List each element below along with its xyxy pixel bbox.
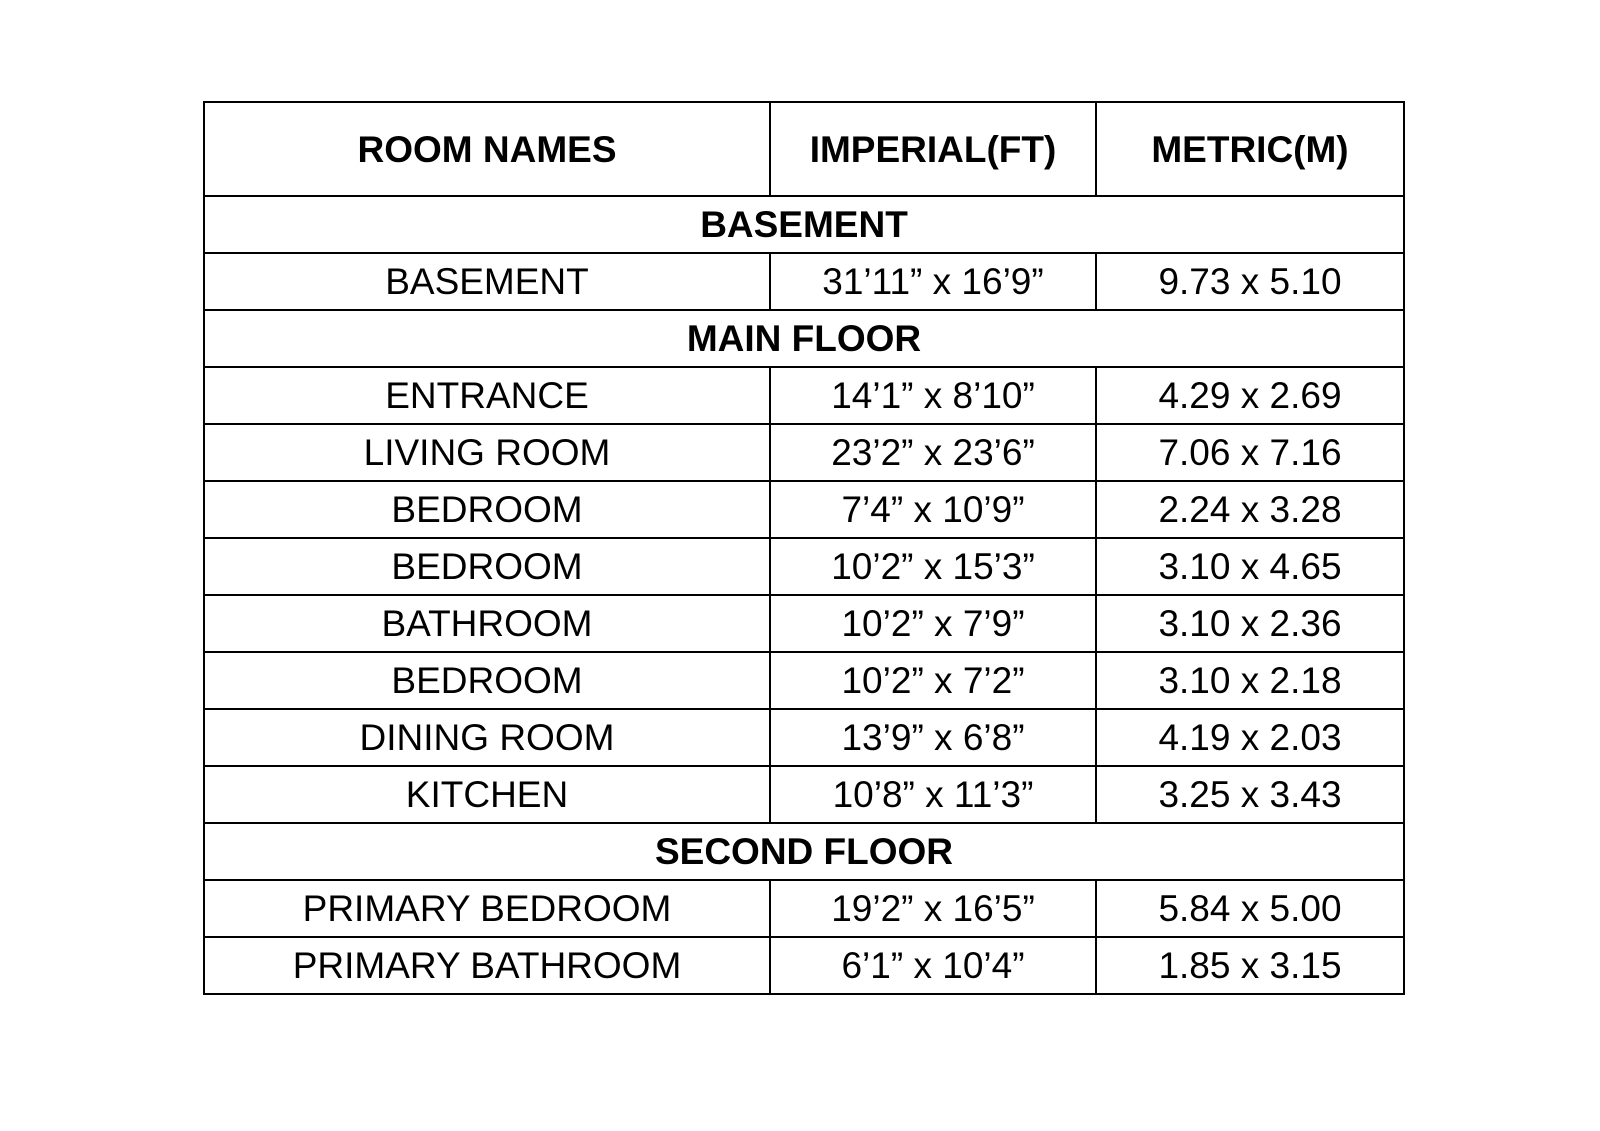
table-row xyxy=(204,367,1404,424)
room-name-cell: LIVING ROOM xyxy=(204,424,770,481)
imperial-cell: 31’11” x 16’9” xyxy=(770,253,1096,310)
column-header-room-names: ROOM NAMES xyxy=(204,102,770,196)
imperial-cell: 10’2” x 15’3” xyxy=(770,538,1096,595)
room-dimensions-table xyxy=(203,101,1405,995)
room-name-cell: ENTRANCE xyxy=(204,367,770,424)
table-row xyxy=(204,538,1404,595)
table-row xyxy=(204,880,1404,937)
room-name-cell: BATHROOM xyxy=(204,595,770,652)
metric-cell: 1.85 x 3.15 xyxy=(1096,937,1404,994)
imperial-cell: 10’2” x 7’2” xyxy=(770,652,1096,709)
imperial-cell: 23’2” x 23’6” xyxy=(770,424,1096,481)
table-row xyxy=(204,709,1404,766)
header-row xyxy=(204,102,1404,196)
section-heading: BASEMENT xyxy=(204,196,1404,253)
metric-cell: 4.29 x 2.69 xyxy=(1096,367,1404,424)
metric-cell: 7.06 x 7.16 xyxy=(1096,424,1404,481)
section-heading: SECOND FLOOR xyxy=(204,823,1404,880)
imperial-cell: 14’1” x 8’10” xyxy=(770,367,1096,424)
section-row xyxy=(204,823,1404,880)
metric-cell: 3.10 x 4.65 xyxy=(1096,538,1404,595)
section-row xyxy=(204,196,1404,253)
imperial-cell: 6’1” x 10’4” xyxy=(770,937,1096,994)
imperial-cell: 19’2” x 16’5” xyxy=(770,880,1096,937)
metric-cell: 3.10 x 2.36 xyxy=(1096,595,1404,652)
section-heading: MAIN FLOOR xyxy=(204,310,1404,367)
room-name-cell: BASEMENT xyxy=(204,253,770,310)
room-name-cell: PRIMARY BATHROOM xyxy=(204,937,770,994)
section-row xyxy=(204,310,1404,367)
table-row xyxy=(204,253,1404,310)
metric-cell: 3.25 x 3.43 xyxy=(1096,766,1404,823)
table-body xyxy=(204,196,1404,994)
table-header xyxy=(204,102,1404,196)
metric-cell: 9.73 x 5.10 xyxy=(1096,253,1404,310)
room-name-cell: KITCHEN xyxy=(204,766,770,823)
room-name-cell: PRIMARY BEDROOM xyxy=(204,880,770,937)
imperial-cell: 7’4” x 10’9” xyxy=(770,481,1096,538)
room-name-cell: BEDROOM xyxy=(204,481,770,538)
imperial-cell: 13’9” x 6’8” xyxy=(770,709,1096,766)
metric-cell: 3.10 x 2.18 xyxy=(1096,652,1404,709)
column-header-imperial: IMPERIAL(FT) xyxy=(770,102,1096,196)
table-row xyxy=(204,937,1404,994)
table-row xyxy=(204,652,1404,709)
table-row xyxy=(204,424,1404,481)
room-name-cell: BEDROOM xyxy=(204,538,770,595)
imperial-cell: 10’8” x 11’3” xyxy=(770,766,1096,823)
table-row xyxy=(204,481,1404,538)
table-row xyxy=(204,595,1404,652)
imperial-cell: 10’2” x 7’9” xyxy=(770,595,1096,652)
column-header-metric: METRIC(M) xyxy=(1096,102,1404,196)
room-name-cell: BEDROOM xyxy=(204,652,770,709)
metric-cell: 4.19 x 2.03 xyxy=(1096,709,1404,766)
metric-cell: 5.84 x 5.00 xyxy=(1096,880,1404,937)
metric-cell: 2.24 x 3.28 xyxy=(1096,481,1404,538)
room-name-cell: DINING ROOM xyxy=(204,709,770,766)
table-row xyxy=(204,766,1404,823)
